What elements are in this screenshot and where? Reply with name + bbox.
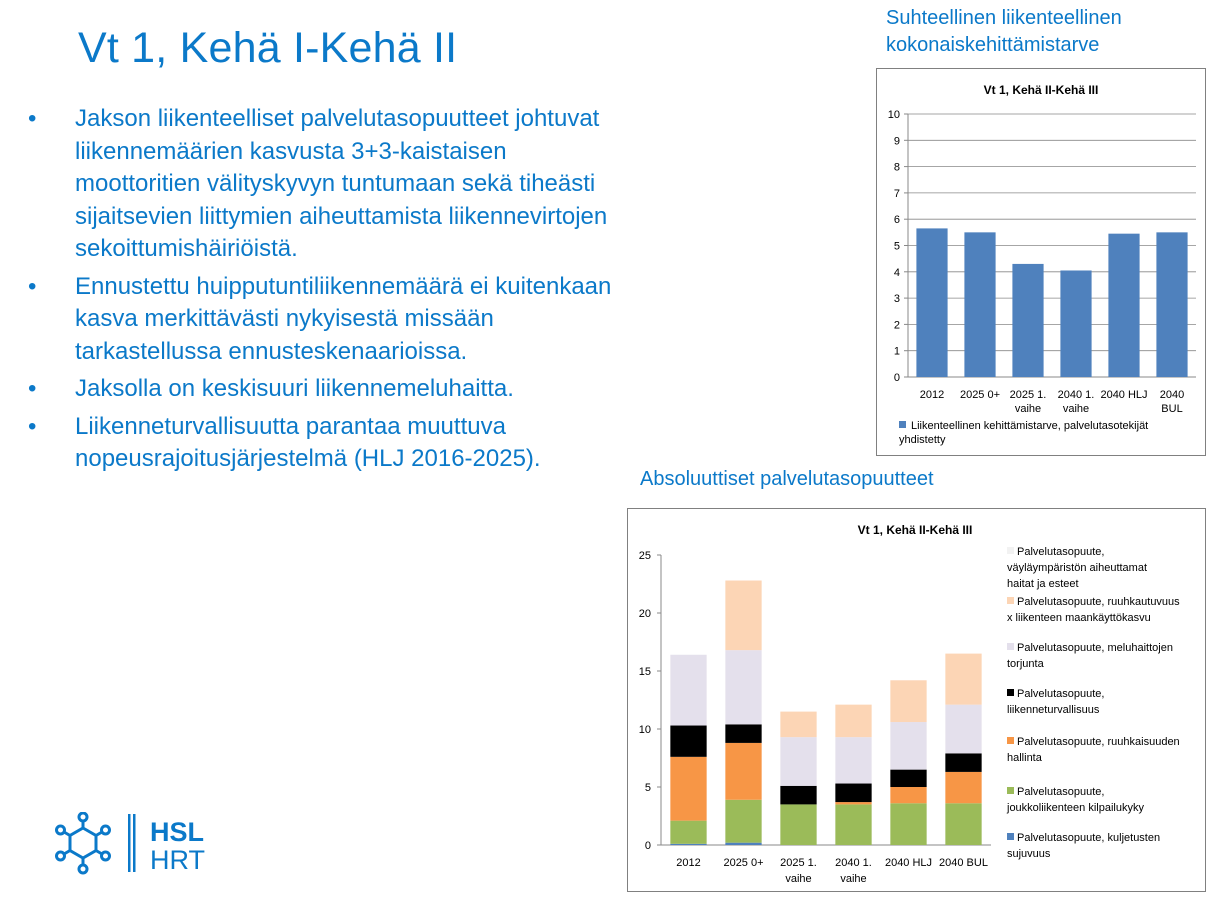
y-tick-label: 10 bbox=[887, 109, 900, 121]
x-tick-label-line: vaihe bbox=[785, 873, 812, 885]
x-tick-label bbox=[835, 857, 872, 885]
bar-segment bbox=[835, 802, 871, 804]
legend-swatch bbox=[1007, 689, 1014, 696]
bar bbox=[1012, 264, 1043, 377]
x-tick-label-line: BUL bbox=[1161, 403, 1183, 415]
bullet-text: Liikenneturvallisuutta parantaa muuttuva nopeusrajoitusjärjestelmä (HLJ 2016-2025). bbox=[75, 412, 541, 472]
bar-segment bbox=[725, 800, 761, 843]
legend-label-line: x liikenteen maankäyttökasvu bbox=[1007, 612, 1151, 624]
chart1-heading-line: Suhteellinen liikenteellinen bbox=[886, 7, 1122, 29]
x-tick-label-line: 2040 HLJ bbox=[884, 857, 933, 869]
legend-label-line: Liikenteellinen kehittämistarve, palvelutasotekijät bbox=[911, 420, 1149, 432]
bullet-symbol: • bbox=[28, 105, 37, 132]
legend-label-line: liikenneturvallisuus bbox=[1007, 704, 1100, 716]
legend-swatch bbox=[1007, 833, 1014, 840]
legend-label bbox=[1007, 642, 1173, 670]
bar-segment bbox=[780, 786, 816, 805]
legend-label-line: yhdistetty bbox=[899, 434, 946, 446]
bar-segment bbox=[890, 770, 926, 787]
x-tick-label-line: 2040 1. bbox=[835, 857, 872, 869]
chart1-heading-line: kokonaiskehittämistarve bbox=[886, 34, 1100, 56]
chart-title: Vt 1, Kehä II-Kehä III bbox=[857, 523, 973, 537]
legend-label-line: haitat ja esteet bbox=[1007, 578, 1079, 590]
x-tick-label bbox=[1100, 389, 1147, 401]
logo-hsl-text: HSL bbox=[150, 817, 204, 847]
x-tick-label bbox=[1160, 389, 1184, 415]
bar-segment bbox=[780, 712, 816, 738]
legend-label-line: torjunta bbox=[1007, 658, 1044, 670]
legend-swatch bbox=[1007, 643, 1014, 650]
bar-segment bbox=[725, 581, 761, 651]
x-tick-label-line: 2025 0+ bbox=[959, 389, 1001, 401]
bar-segment bbox=[725, 743, 761, 800]
x-tick-label-line: 2040 1. bbox=[1057, 389, 1095, 401]
legend-swatch bbox=[1007, 547, 1014, 554]
hsl-snowflake-logo-icon bbox=[52, 812, 222, 876]
x-tick-label-line: 2040 bbox=[1159, 389, 1185, 401]
legend-swatch bbox=[1007, 737, 1014, 744]
hsl-logo bbox=[52, 812, 222, 876]
legend-swatch bbox=[1007, 787, 1014, 794]
legend-label-line: Palvelutasopuute, bbox=[1017, 688, 1105, 700]
bar bbox=[1108, 234, 1139, 377]
bar-segment bbox=[670, 757, 706, 821]
y-tick-label: 4 bbox=[893, 266, 900, 279]
legend-label-line: Palvelutasopuute, bbox=[1017, 786, 1105, 798]
y-tick-label: 5 bbox=[644, 782, 651, 794]
relative-need-chart bbox=[876, 68, 1206, 456]
legend-label bbox=[1007, 832, 1160, 860]
bullet-item bbox=[28, 103, 628, 266]
y-tick-label: 0 bbox=[893, 372, 900, 384]
legend-label bbox=[1007, 546, 1147, 590]
legend-label-line: väyläympäristön aiheuttamat bbox=[1007, 562, 1148, 574]
bar bbox=[916, 228, 947, 377]
bar-segment bbox=[890, 722, 926, 770]
bar-segment bbox=[670, 821, 706, 844]
bullet-list bbox=[28, 103, 628, 481]
chart2-heading: Absoluuttiset palvelutasopuutteet bbox=[640, 468, 934, 490]
bar-segment bbox=[945, 772, 981, 803]
x-tick-label bbox=[960, 389, 1000, 401]
absolute-deficits-chart-svg bbox=[628, 509, 1205, 891]
y-tick-label: 3 bbox=[893, 293, 900, 306]
bullet-text: Jaksolla on keskisuuri liikennemeluhaitta. bbox=[75, 375, 514, 402]
x-tick-label bbox=[780, 857, 817, 885]
bar-segment bbox=[725, 843, 761, 845]
bar-segment bbox=[835, 804, 871, 845]
x-tick-label-line: vaihe bbox=[840, 873, 867, 885]
bar-segment bbox=[725, 724, 761, 743]
y-tick-label: 10 bbox=[638, 724, 651, 736]
bar-segment bbox=[835, 737, 871, 783]
bar-segment bbox=[890, 803, 926, 845]
bar-segment bbox=[945, 803, 981, 845]
bar-segment bbox=[835, 705, 871, 737]
y-tick-label: 9 bbox=[893, 135, 900, 148]
bar-segment bbox=[890, 680, 926, 722]
chart-title: Vt 1, Kehä II-Kehä III bbox=[983, 83, 1099, 97]
x-tick-label-line: 2012 bbox=[919, 389, 945, 401]
bullet-text: Ennustettu huipputuntiliikennemäärä ei kuitenkaan kasva merkittävästi nykyisestä missään tarkastellussa ennusteskenaarioissa. bbox=[75, 272, 612, 365]
x-tick-label-line: 2040 BUL bbox=[939, 857, 988, 869]
bar-segment bbox=[945, 705, 981, 754]
x-tick-label-line: 2025 0+ bbox=[723, 857, 764, 869]
bullet-symbol: • bbox=[28, 375, 37, 402]
bullet-symbol: • bbox=[28, 272, 37, 300]
legend-label bbox=[1007, 596, 1180, 624]
legend-label-line: joukkoliikenteen kilpailukyky bbox=[1007, 802, 1144, 814]
bar-segment bbox=[670, 655, 706, 726]
legend-label-line: hallinta bbox=[1007, 752, 1042, 764]
bar-segment bbox=[780, 737, 816, 786]
legend-label bbox=[1007, 688, 1104, 716]
bullet-text: Jakson liikenteelliset palvelutasopuutteet johtuvat liikennemäärien kasvusta 3+3-kaistaisen moottoritien välityskyvyn tuntumaan sekä tiheästi sijaitsevien liittymien aiheuttamista liikennevirtojen sekoittumishäiriöistä. bbox=[75, 105, 608, 262]
x-tick-label-line: 2025 1. bbox=[1009, 389, 1047, 401]
y-tick-label: 8 bbox=[893, 161, 900, 174]
x-tick-label bbox=[723, 857, 763, 869]
absolute-deficits-chart bbox=[627, 508, 1206, 892]
bar-segment bbox=[670, 726, 706, 757]
legend-label-line: sujuvuus bbox=[1007, 848, 1051, 860]
bullet-symbol: • bbox=[28, 412, 37, 440]
y-tick-label: 1 bbox=[893, 345, 900, 358]
legend-label-line: Palvelutasopuute, bbox=[1017, 546, 1105, 558]
y-tick-label: 2 bbox=[893, 319, 900, 332]
legend-label bbox=[899, 420, 1148, 446]
y-tick-label: 6 bbox=[893, 214, 900, 227]
x-tick-label bbox=[1058, 389, 1095, 415]
x-tick-label-line: 2025 1. bbox=[780, 857, 817, 869]
y-tick-label: 0 bbox=[644, 840, 651, 852]
bar-segment bbox=[835, 784, 871, 803]
x-tick-label bbox=[1010, 389, 1047, 415]
bar bbox=[1156, 232, 1187, 377]
x-tick-label-line: 2040 HLJ bbox=[1100, 389, 1148, 401]
x-tick-label-line: vaihe bbox=[1062, 403, 1090, 415]
bar-segment bbox=[945, 654, 981, 705]
y-tick-label: 7 bbox=[893, 187, 900, 200]
legend-swatch bbox=[899, 421, 906, 428]
y-tick-label: 5 bbox=[893, 240, 900, 253]
legend-label-line: Palvelutasopuute, ruuhkautuvuus bbox=[1017, 596, 1180, 608]
bar-segment bbox=[890, 787, 926, 803]
legend-label-line: Palvelutasopuute, ruuhkaisuuden bbox=[1017, 736, 1180, 748]
bar-segment bbox=[780, 804, 816, 845]
y-tick-label: 15 bbox=[638, 666, 651, 678]
legend-swatch bbox=[1007, 597, 1014, 604]
legend-label-line: Palvelutasopuute, meluhaittojen bbox=[1017, 642, 1173, 654]
chart1-heading bbox=[886, 5, 1122, 59]
bullet-item bbox=[28, 271, 628, 369]
legend-label-line: Palvelutasopuute, kuljetusten bbox=[1017, 832, 1161, 844]
legend-label bbox=[1006, 786, 1144, 814]
x-tick-label bbox=[676, 857, 700, 869]
bar-segment bbox=[725, 650, 761, 724]
slide-title: Vt 1, Kehä I-Kehä II bbox=[78, 24, 458, 72]
legend-label bbox=[1007, 736, 1180, 764]
relative-need-chart-svg bbox=[877, 69, 1205, 455]
bar bbox=[964, 232, 995, 377]
bar bbox=[1060, 270, 1091, 377]
x-tick-label bbox=[920, 389, 944, 401]
y-tick-label: 20 bbox=[638, 608, 651, 620]
bar-segment bbox=[670, 844, 706, 845]
bullet-item bbox=[28, 411, 628, 476]
x-tick-label bbox=[885, 857, 932, 869]
x-tick-label-line: vaihe bbox=[1014, 403, 1042, 415]
y-tick-label: 25 bbox=[638, 550, 651, 562]
bar-segment bbox=[945, 753, 981, 772]
x-tick-label bbox=[939, 857, 988, 869]
x-tick-label-line: 2012 bbox=[676, 857, 701, 869]
logo-hrt-text: HRT bbox=[150, 845, 206, 875]
bullet-item bbox=[28, 373, 628, 406]
